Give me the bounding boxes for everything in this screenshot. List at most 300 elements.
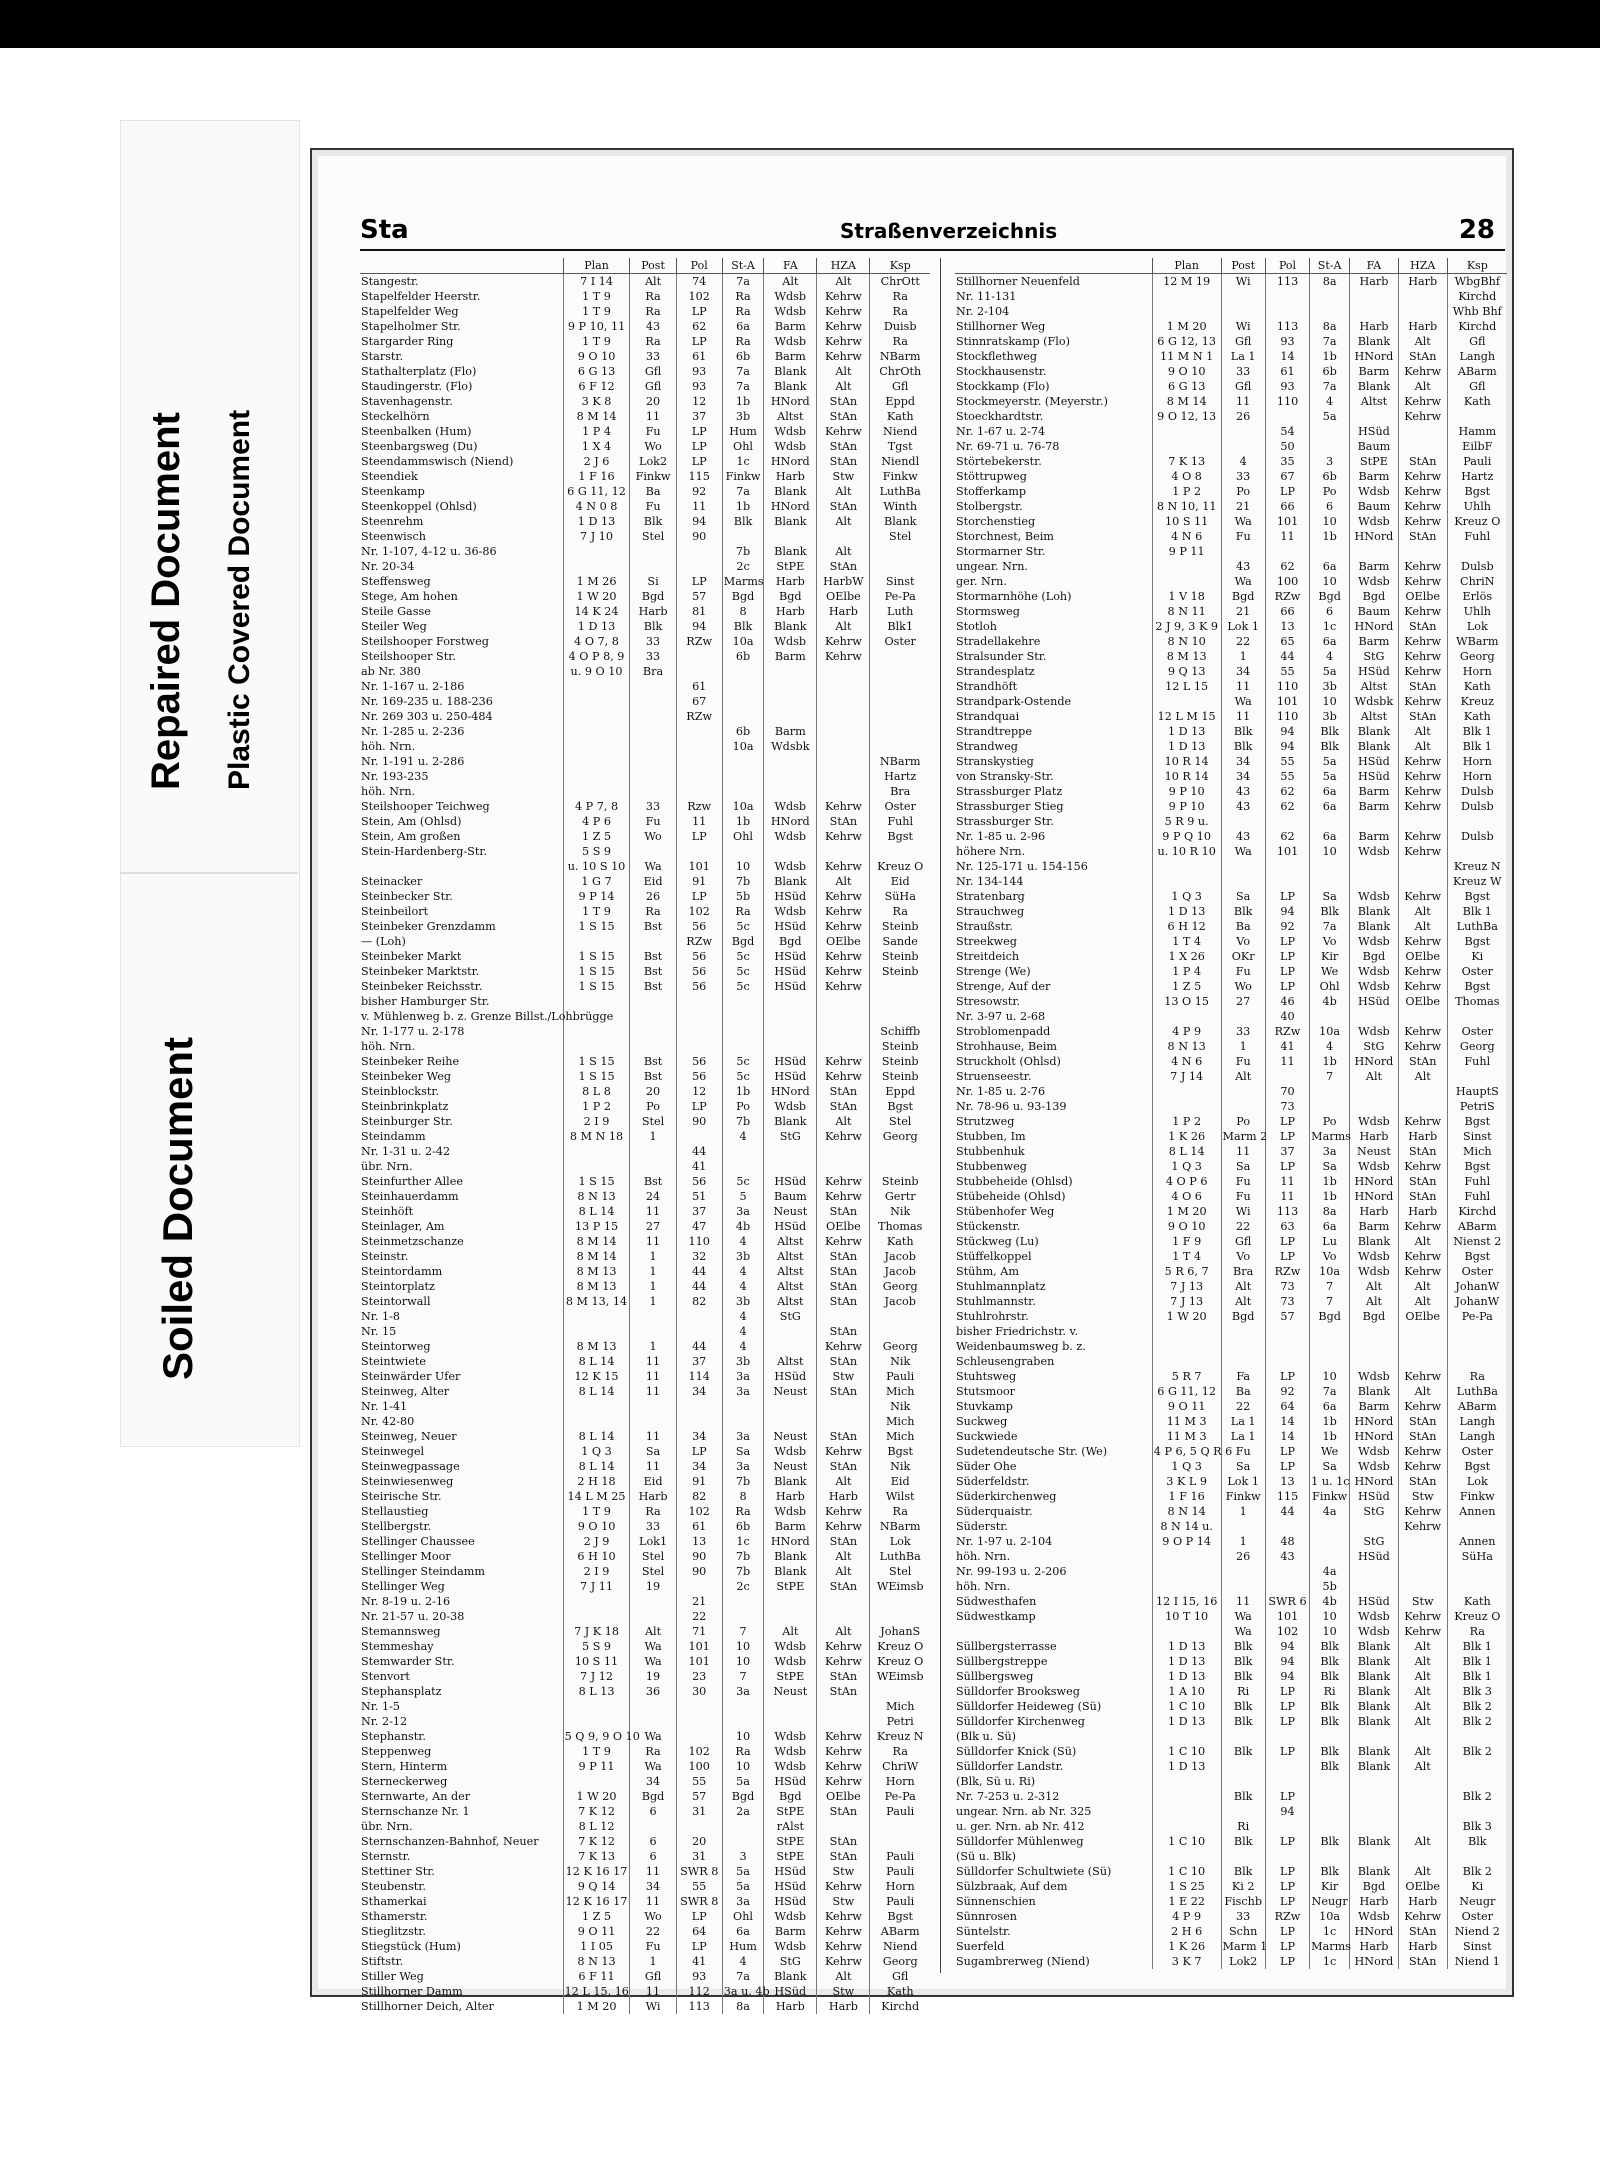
table-cell: Wdsb (1350, 1114, 1399, 1129)
table-cell (1310, 1354, 1350, 1369)
table-cell: 63 (1265, 1219, 1309, 1234)
table-cell: Harb (1398, 274, 1447, 290)
street-name: Nr. 21-57 u. 20-38 (361, 1610, 465, 1623)
table-cell: ABarm (1447, 364, 1507, 379)
street-name: Süderkirchenweg (956, 1490, 1057, 1503)
table-cell: RZw (1265, 589, 1309, 604)
table-cell (722, 1594, 764, 1609)
table-cell: 33 (630, 1519, 676, 1534)
page-header (360, 215, 1505, 251)
table-cell (1152, 574, 1221, 589)
table-cell (1152, 874, 1221, 889)
table-cell: Oster (870, 634, 930, 649)
table-cell (1310, 1789, 1350, 1804)
table-cell: We (1310, 964, 1350, 979)
table-cell: 7b (722, 874, 764, 889)
table-cell: 1 W 20 (563, 1789, 630, 1804)
table-cell (676, 739, 722, 754)
table-cell: Alt (764, 274, 817, 290)
table-cell: Blank (870, 514, 930, 529)
table-cell: Blank (1350, 1699, 1399, 1714)
table-cell: 93 (1265, 334, 1309, 349)
street-name: Sthamerstr. (361, 1910, 428, 1923)
table-cell: 6 G 11, 12 (563, 484, 630, 499)
table-row (955, 814, 1507, 829)
table-cell: Dulsb (1447, 799, 1507, 814)
table-cell: HSüd (764, 919, 817, 934)
table-cell: 33 (630, 634, 676, 649)
table-cell: 3a (722, 1684, 764, 1699)
table-cell: 10 (1310, 574, 1350, 589)
table-cell: 8 L 14 (563, 1459, 630, 1474)
street-name: Süllbergstreppe (956, 1655, 1048, 1668)
street-name: Streitdeich (956, 950, 1020, 963)
table-cell: 1b (1310, 349, 1350, 364)
table-cell: 62 (676, 319, 722, 334)
table-cell: 8 N 11 (1152, 604, 1221, 619)
table-cell (676, 544, 722, 559)
street-name: Steintorplatz (361, 1280, 435, 1293)
table-cell: StAn (817, 499, 870, 514)
table-cell: 1 C 10 (1152, 1864, 1221, 1879)
table-cell: Niend (870, 1939, 930, 1954)
street-name: Steilshooper Forstweg (361, 635, 489, 648)
table-cell: 3b (722, 409, 764, 424)
table-row (955, 514, 1507, 529)
table-cell: Blank (764, 544, 817, 559)
table-cell: Kehrw (817, 1504, 870, 1519)
table-cell: 73 (1265, 1099, 1309, 1114)
table-cell: Alt (1398, 1234, 1447, 1249)
table-cell: 90 (676, 1114, 722, 1129)
table-cell: 1b (1310, 1174, 1350, 1189)
street-name: Nr. 2-12 (361, 1715, 408, 1728)
table-row (360, 1504, 930, 1519)
table-cell: Alt (817, 1549, 870, 1564)
table-cell: 4 N 6 (1152, 1054, 1221, 1069)
right-street-table (955, 258, 1507, 1969)
table-cell: StAn (817, 1534, 870, 1549)
table-row (360, 394, 930, 409)
table-cell (1447, 1564, 1507, 1579)
table-cell: 8 M 14 (1152, 394, 1221, 409)
street-name: Steinwärder Ufer (361, 1370, 461, 1383)
table-cell (563, 679, 630, 694)
table-row (955, 679, 1507, 694)
table-cell: 1 A 10 (1152, 1684, 1221, 1699)
table-cell (1152, 289, 1221, 304)
table-cell: 7b (722, 544, 764, 559)
table-cell: 4 (722, 1264, 764, 1279)
table-cell (563, 1699, 630, 1714)
table-cell: Pe-Pa (870, 589, 930, 604)
table-cell: Harb (1350, 1204, 1399, 1219)
table-cell (1398, 1789, 1447, 1804)
table-row (955, 1744, 1507, 1759)
table-cell (1265, 304, 1309, 319)
table-cell: Blk (1310, 739, 1350, 754)
table-cell: Po (1221, 484, 1265, 499)
table-cell: Kehrw (1398, 1609, 1447, 1624)
table-cell (764, 529, 817, 544)
table-cell: 1c (1310, 1954, 1350, 1969)
table-cell (870, 649, 930, 664)
street-name: Sternschanzen-Bahnhof, Neuer (361, 1835, 539, 1848)
table-cell: Bgd (764, 934, 817, 949)
table-cell: Harb (1350, 1939, 1399, 1954)
table-cell: Schiffb (870, 1024, 930, 1039)
table-cell: Kehrw (817, 1189, 870, 1204)
table-cell: Wo (630, 1909, 676, 1924)
table-cell: Wdsb (764, 829, 817, 844)
street-name: Stapelfelder Heerstr. (361, 290, 481, 303)
table-cell: 110 (676, 1234, 722, 1249)
table-row (360, 1129, 930, 1144)
table-cell: 3 K 7 (1152, 1954, 1221, 1969)
table-cell: 1 D 13 (1152, 904, 1221, 919)
table-cell: 1 X 4 (563, 439, 630, 454)
table-cell: Alt (817, 514, 870, 529)
table-cell: Barm (1350, 634, 1399, 649)
table-cell: Langh (1447, 1414, 1507, 1429)
table-cell: Alt (817, 379, 870, 394)
table-row (360, 1324, 930, 1339)
table-row (955, 1324, 1507, 1339)
table-cell: Blk (1221, 724, 1265, 739)
table-cell: RZw (676, 934, 722, 949)
table-cell: 10 (722, 1759, 764, 1774)
table-cell: Kehrw (1398, 754, 1447, 769)
table-cell: 8 N 10, 11 (1152, 499, 1221, 514)
table-row (360, 1144, 930, 1159)
table-cell: 41 (676, 1954, 722, 1969)
table-cell: 34 (1221, 664, 1265, 679)
table-cell: 4 O P 8, 9 (563, 649, 630, 664)
table-cell (1265, 1069, 1309, 1084)
table-cell: 67 (676, 694, 722, 709)
table-cell: 8 L 8 (563, 1084, 630, 1099)
street-name: Stöttrupweg (956, 470, 1027, 483)
table-cell: Kreuz N (870, 1729, 930, 1744)
table-cell: 10 (722, 859, 764, 874)
table-row (955, 1009, 1507, 1024)
table-cell: 1 C 10 (1152, 1699, 1221, 1714)
table-cell: 94 (1265, 1654, 1309, 1669)
table-cell: Wo (630, 439, 676, 454)
table-cell: Blk (1310, 1669, 1350, 1684)
table-cell: Stel (630, 1549, 676, 1564)
table-cell: 34 (630, 1774, 676, 1789)
table-cell: Marms (723, 575, 764, 588)
table-cell: 4 (722, 1339, 764, 1354)
table-cell: OElbe (817, 1789, 870, 1804)
table-cell: Kehrw (817, 919, 870, 934)
table-cell: StAn (1398, 1054, 1447, 1069)
table-cell (1265, 1774, 1309, 1789)
table-cell (1265, 1849, 1309, 1864)
table-cell: 12 K 16 17 (563, 1894, 630, 1909)
table-cell: Blk 1 (1447, 724, 1507, 739)
table-cell: Annen (1447, 1534, 1507, 1549)
table-cell: Blk (1221, 1864, 1265, 1879)
street-name: Sülldorfer Landstr. (956, 1760, 1064, 1773)
table-cell: StAn (1398, 619, 1447, 634)
table-cell: Wdsb (764, 1909, 817, 1924)
table-cell: Pauli (1447, 454, 1507, 469)
table-cell: 5a (722, 1879, 764, 1894)
table-row (955, 634, 1507, 649)
table-cell (1221, 1564, 1265, 1579)
table-cell: 1 I 05 (563, 1939, 630, 1954)
table-cell: Harb (1398, 319, 1447, 334)
table-row (360, 1729, 930, 1744)
table-cell: 44 (676, 1279, 722, 1294)
table-cell: LP (1265, 1834, 1309, 1849)
table-cell: 102 (676, 1504, 722, 1519)
table-cell: 4a (1310, 1564, 1350, 1579)
table-cell: LuthBa (1447, 919, 1507, 934)
street-name: Sülldorfer Brooksweg (956, 1685, 1080, 1698)
table-cell: Blank (1350, 1669, 1399, 1684)
table-cell: ABarm (870, 1924, 930, 1939)
table-cell: Blk 1 (1447, 1669, 1507, 1684)
table-cell: 93 (676, 379, 722, 394)
street-name: Steinacker (361, 875, 423, 888)
table-cell: 1 S 15 (563, 949, 630, 964)
table-row (955, 784, 1507, 799)
table-cell: Blank (1350, 1384, 1399, 1399)
table-cell: 11 (1221, 1594, 1265, 1609)
table-cell: 11 (630, 1984, 676, 1999)
table-cell: Barm (1350, 1219, 1399, 1234)
table-cell: 34 (1221, 754, 1265, 769)
table-cell: 93 (676, 364, 722, 379)
table-row (360, 349, 930, 364)
table-row (360, 979, 930, 994)
table-cell (1152, 1849, 1221, 1864)
street-name: Steinhauerdamm (361, 1190, 459, 1203)
table-cell: 9 O 11 (1152, 1399, 1221, 1414)
table-cell: Wa (1221, 844, 1265, 859)
table-row (360, 1594, 930, 1609)
table-cell: StAn (817, 409, 870, 424)
table-cell (676, 724, 722, 739)
street-name: Steintwiete (361, 1355, 426, 1368)
table-cell: Harb (764, 1489, 817, 1504)
table-row (360, 1309, 930, 1324)
table-cell: 1 Z 5 (563, 829, 630, 844)
table-cell: Rzw (676, 799, 722, 814)
table-cell: Gfl (630, 379, 676, 394)
street-name: Suckwiede (956, 1430, 1018, 1443)
table-cell: 11 (630, 409, 676, 424)
table-cell (817, 1309, 870, 1324)
table-cell: Blank (1350, 1234, 1399, 1249)
table-cell: 8 L 14 (1152, 1144, 1221, 1159)
table-cell: Blk (722, 514, 764, 529)
table-cell: Wa (630, 859, 676, 874)
table-cell: Altst (1350, 709, 1399, 724)
table-row (360, 1249, 930, 1264)
table-cell (563, 1324, 630, 1339)
street-name: Stephanstr. (361, 1730, 426, 1743)
street-name: Steinbecker Str. (361, 890, 453, 903)
table-cell (722, 529, 764, 544)
table-cell: Gfl (1221, 1234, 1265, 1249)
table-cell: 35 (1265, 454, 1309, 469)
table-cell: Kehrw (1398, 1219, 1447, 1234)
table-cell: 34 (676, 1384, 722, 1399)
table-cell: 5a (1310, 664, 1350, 679)
table-cell: Duisb (870, 319, 930, 334)
table-cell: 20 (630, 1084, 676, 1099)
street-name: Nr. 11-131 (956, 290, 1017, 303)
table-cell: LuthBa (870, 484, 930, 499)
table-cell: 1 F 9 (1152, 1234, 1221, 1249)
table-cell: HSüd (1350, 664, 1399, 679)
table-cell: 19 (630, 1579, 676, 1594)
table-cell (676, 784, 722, 799)
table-cell: Kehrw (1398, 514, 1447, 529)
table-cell: Blank (1350, 739, 1399, 754)
table-cell: 33 (1221, 469, 1265, 484)
table-row (360, 1339, 930, 1354)
table-cell: Kehrw (817, 1234, 870, 1249)
table-cell: Bgd (764, 1789, 817, 1804)
street-name: Steinwiesenweg (361, 1475, 454, 1488)
table-cell: Wdsb (764, 334, 817, 349)
table-cell: Luth (870, 604, 930, 619)
table-cell (764, 754, 817, 769)
table-cell: 71 (676, 1624, 722, 1639)
table-cell: 5c (722, 1069, 764, 1084)
table-cell: Alt (817, 1624, 870, 1639)
table-cell: 22 (1221, 634, 1265, 649)
street-name: Steinweg, Neuer (361, 1430, 457, 1443)
table-cell: Wa (630, 1654, 676, 1669)
table-cell: 5 R 7 (1152, 1369, 1221, 1384)
table-cell: 1 D 13 (1152, 1654, 1221, 1669)
street-name: Süder Ohe (956, 1460, 1017, 1473)
table-cell: Kehrw (817, 799, 870, 814)
table-cell: Kirchd (1447, 289, 1507, 304)
table-row (360, 1369, 930, 1384)
table-cell (870, 739, 930, 754)
table-cell: 1 Z 5 (563, 1909, 630, 1924)
table-cell: Lu (1310, 1234, 1350, 1249)
street-name: Sthamerkai (361, 1895, 427, 1908)
table-cell: Blk 3 (1447, 1819, 1507, 1834)
table-cell: Wdsb (764, 634, 817, 649)
table-cell: 7 J 13 (1152, 1279, 1221, 1294)
table-cell: Blk (1310, 1744, 1350, 1759)
table-cell (1221, 1729, 1265, 1744)
table-cell: JohanW (1447, 1294, 1507, 1309)
table-cell: Bgd (764, 589, 817, 604)
table-cell: Bst (630, 1174, 676, 1189)
table-cell (563, 1144, 630, 1159)
header-title: Straßenverzeichnis (840, 219, 1058, 243)
table-cell: Fuhl (1447, 1189, 1507, 1204)
table-cell (1398, 424, 1447, 439)
table-cell: Alt (1398, 1864, 1447, 1879)
street-name: Nr. 1-85 u. 2-96 (956, 830, 1046, 843)
table-row (360, 1414, 930, 1429)
table-cell: 10 R 14 (1152, 769, 1221, 784)
table-cell: Po (722, 1099, 764, 1114)
table-cell: 1 D 13 (563, 514, 630, 529)
table-cell: Pe-Pa (870, 1789, 930, 1804)
table-cell: 11 (1265, 1189, 1309, 1204)
street-name: Steintordamm (361, 1265, 443, 1278)
table-cell: Blk (1221, 904, 1265, 919)
table-cell (870, 1159, 930, 1174)
table-cell: 61 (676, 349, 722, 364)
table-cell (1221, 859, 1265, 874)
table-cell: Kehrw (817, 1744, 870, 1759)
table-cell: 1 T 9 (563, 1504, 630, 1519)
table-cell: Jacob (870, 1249, 930, 1264)
table-row (360, 709, 930, 724)
table-cell: HSüd (764, 949, 817, 964)
table-cell: StPE (1350, 454, 1399, 469)
table-cell: Kehrw (817, 1939, 870, 1954)
table-cell: 62 (1265, 559, 1309, 574)
table-cell: Alt (1398, 1714, 1447, 1729)
table-cell: Langh (1447, 349, 1507, 364)
table-row (360, 1189, 930, 1204)
table-cell: 1c (722, 454, 764, 469)
table-row (955, 889, 1507, 904)
table-row (955, 1624, 1507, 1639)
street-name: Strassburger Stieg (956, 800, 1064, 813)
table-cell: Niendl (870, 454, 930, 469)
table-cell: LP (1265, 1789, 1309, 1804)
table-cell: 12 K 15 (563, 1369, 630, 1384)
table-cell: 90 (676, 1549, 722, 1564)
table-cell: Kehrw (1398, 1024, 1447, 1039)
table-cell: 6b (722, 649, 764, 664)
table-cell (1221, 1849, 1265, 1864)
street-name: — (Loh) (361, 935, 406, 948)
table-cell: 5c (722, 964, 764, 979)
table-cell: Ra (1447, 1624, 1507, 1639)
table-cell: Dulsb (1447, 829, 1507, 844)
street-name: Steinbeker Reihe (361, 1055, 460, 1068)
table-cell (1221, 1084, 1265, 1099)
table-cell: Kath (870, 409, 930, 424)
table-cell: Kehrw (1398, 694, 1447, 709)
table-cell: Pauli (870, 1369, 930, 1384)
right-column-header: HZA (1398, 258, 1447, 274)
table-cell: HSüd (764, 889, 817, 904)
table-cell: Wdsb (764, 1759, 817, 1774)
table-cell: 47 (676, 1219, 722, 1234)
table-cell: Kehrw (817, 1774, 870, 1789)
table-cell: StAn (1398, 1414, 1447, 1429)
street-name: Sudetendeutsche Str. (We) (956, 1445, 1108, 1458)
street-name: Nr. 1-8 (361, 1310, 401, 1323)
table-row (955, 1699, 1507, 1714)
table-cell: Alt (817, 874, 870, 889)
table-row (955, 1684, 1507, 1699)
table-cell: 5 Q 9, 9 O 10 (564, 1730, 640, 1743)
table-cell: Oster (1447, 1444, 1507, 1459)
table-cell: 82 (676, 1489, 722, 1504)
table-cell (563, 934, 630, 949)
table-cell: 11 (1221, 394, 1265, 409)
street-name: Stieglitzstr. (361, 1925, 426, 1938)
